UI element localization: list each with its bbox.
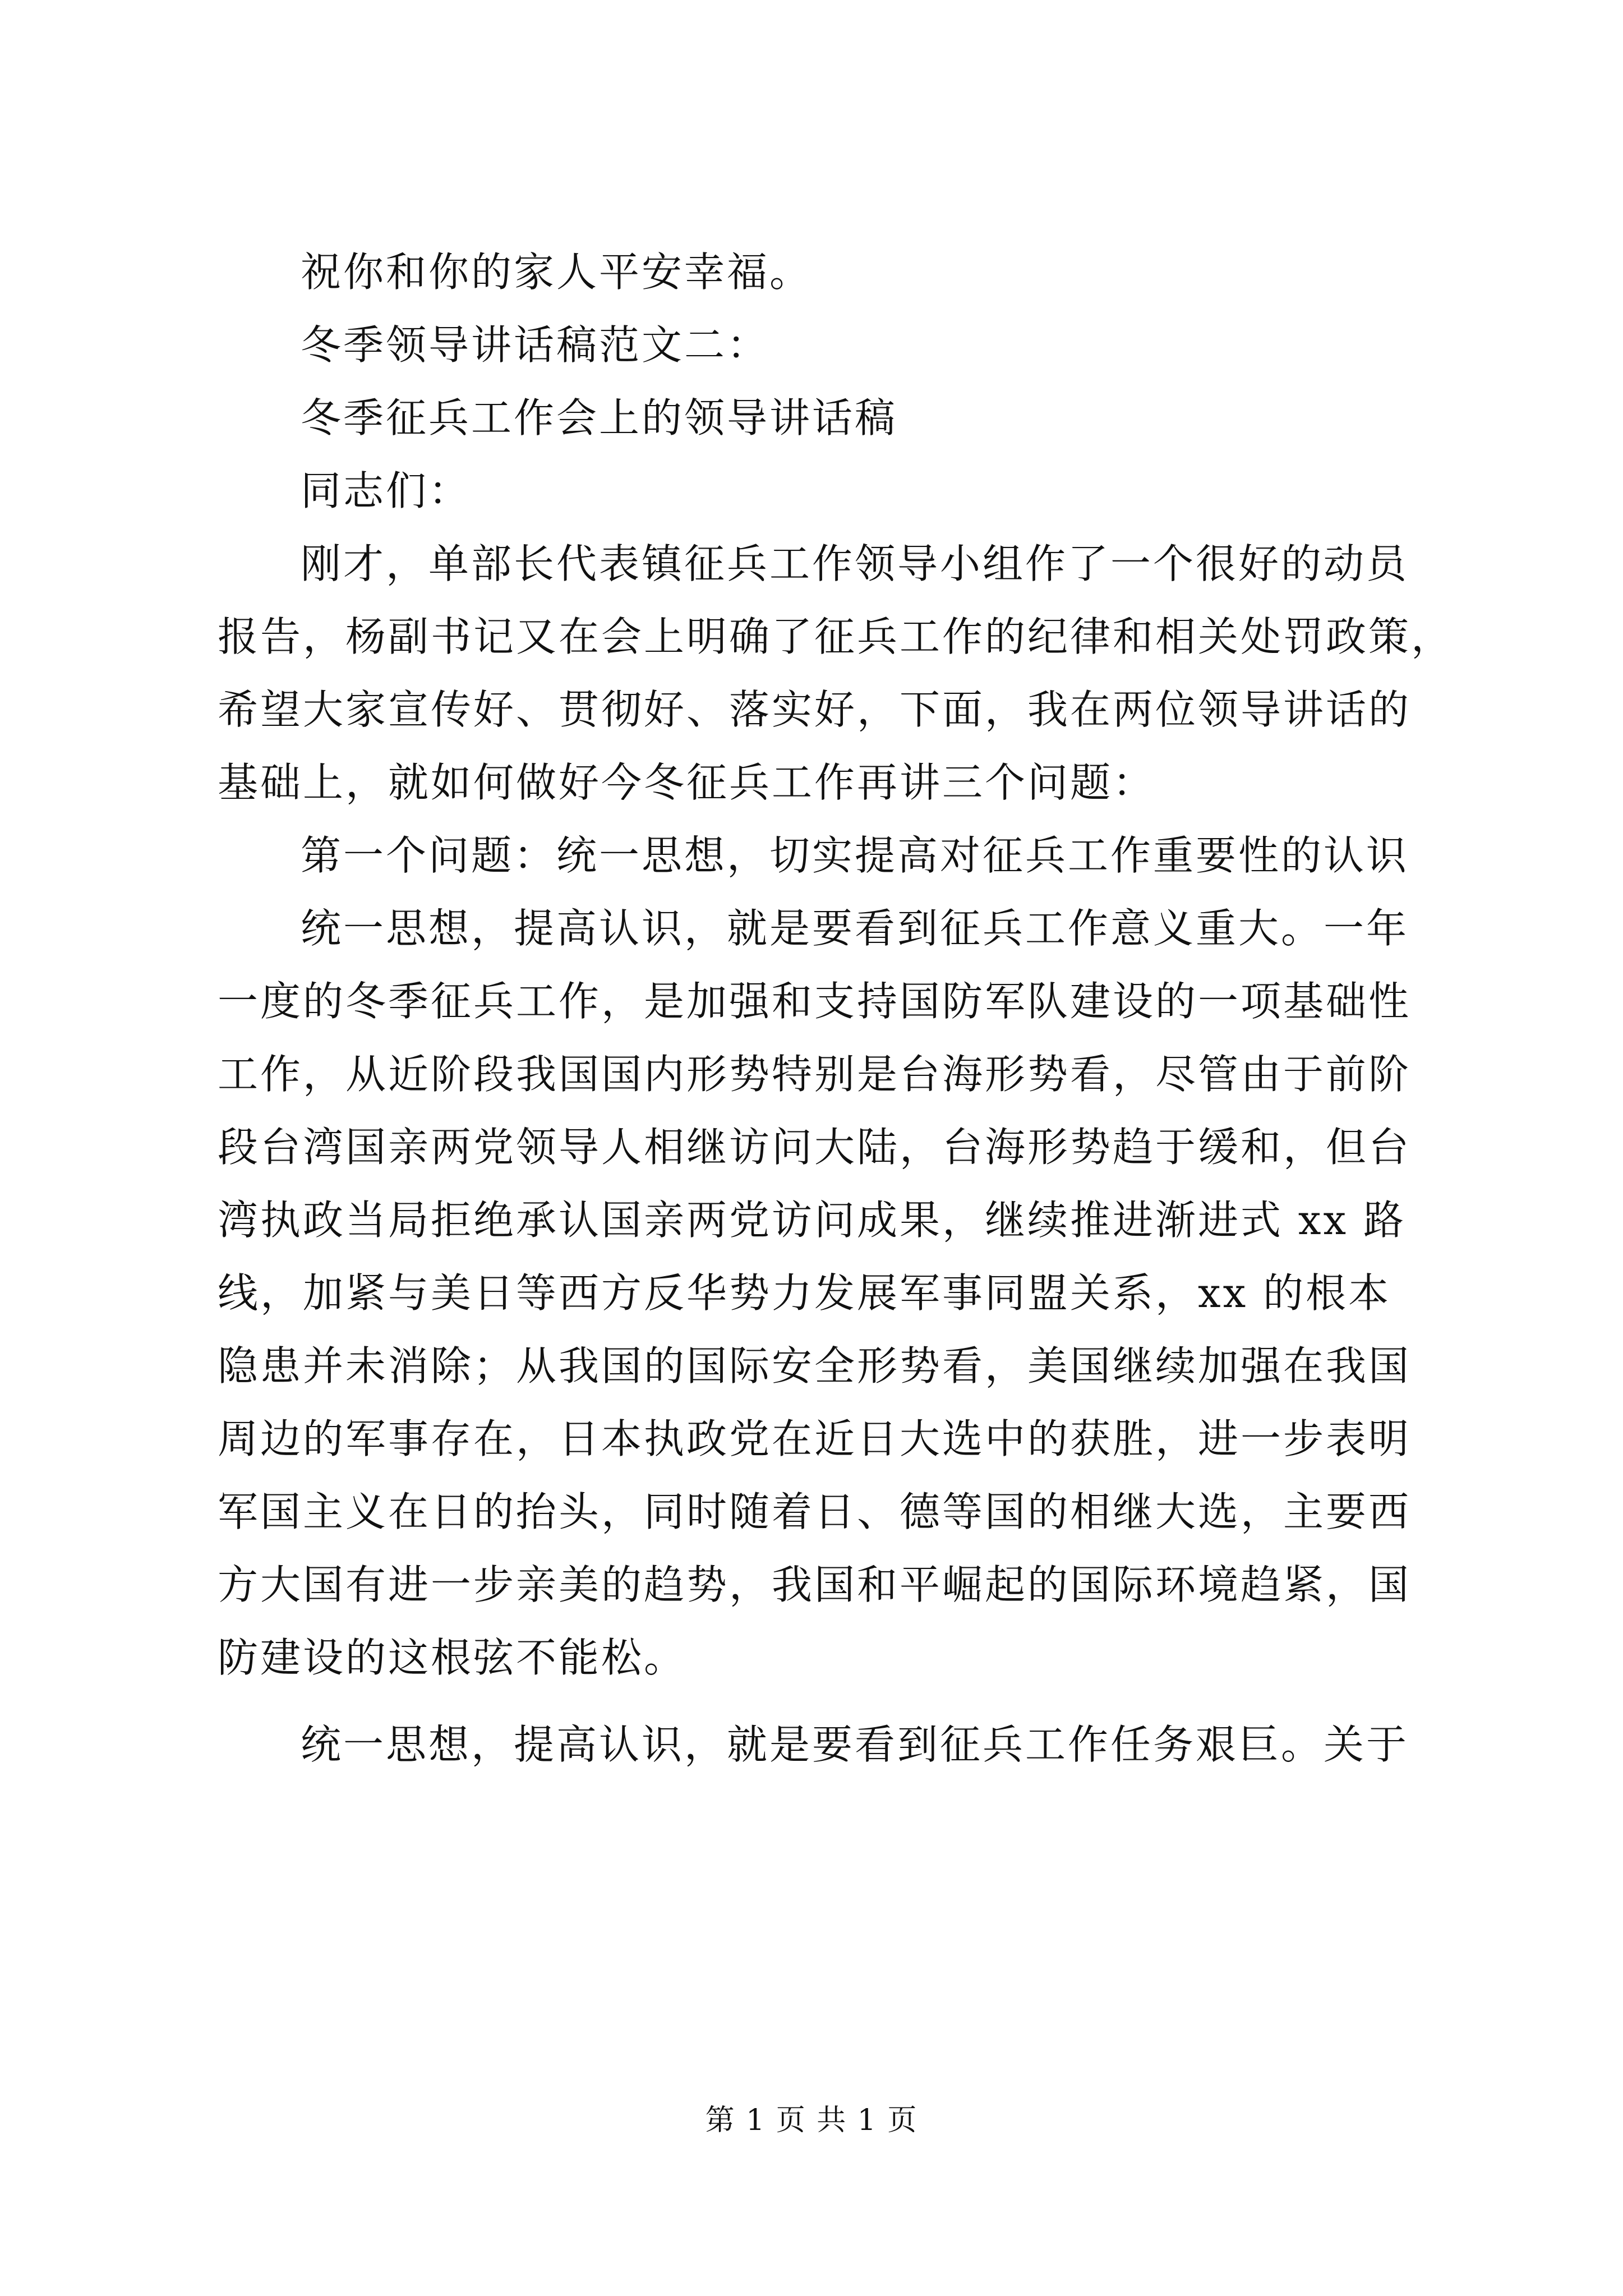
paragraph-line: 统一思想，提高认识，就是要看到征兵工作意义重大。一年 bbox=[301, 905, 1409, 952]
paragraph-line: 周边的军事存在，日本执政党在近日大选中的获胜，进一步表明 bbox=[218, 1415, 1412, 1462]
paragraph-line: 隐患并未消除；从我国的国际安全形势看，美国继续加强在我国 bbox=[218, 1342, 1412, 1389]
paragraph-line: 线，加紧与美日等西方反华势力发展军事同盟关系，xx 的根本 bbox=[218, 1269, 1391, 1317]
paragraph-line: 方大国有进一步亲美的趋势，我国和平崛起的国际环境趋紧，国 bbox=[218, 1561, 1412, 1608]
page-number-footer: 第 1 页 共 1 页 bbox=[705, 2104, 918, 2137]
paragraph-line: 湾执政当局拒绝承认国亲两党访问成果，继续推进渐进式 xx 路 bbox=[218, 1197, 1406, 1244]
speech-title: 冬季征兵工作会上的领导讲话稿 bbox=[301, 394, 898, 441]
paragraph-line: 一度的冬季征兵工作，是加强和支持国防军队建设的一项基础性 bbox=[218, 978, 1412, 1025]
paragraph-line: 报告，杨副书记又在会上明确了征兵工作的纪律和相关处罚政策， bbox=[218, 613, 1454, 660]
paragraph-line: 段台湾国亲两党领导人相继访问大陆，台海形势趋于缓和，但台 bbox=[218, 1124, 1412, 1171]
paragraph-line: 刚才，单部长代表镇征兵工作领导小组作了一个很好的动员 bbox=[301, 540, 1409, 587]
paragraph-line: 军国主义在日的抬头，同时随着日、德等国的相继大选，主要西 bbox=[218, 1488, 1412, 1535]
paragraph-line: 祝你和你的家人平安幸福。 bbox=[301, 249, 813, 296]
paragraph-line: 希望大家宣传好、贯彻好、落实好，下面，我在两位领导讲话的 bbox=[218, 686, 1412, 733]
paragraph-line: 防建设的这根弦不能松。 bbox=[218, 1634, 687, 1681]
paragraph-line: 工作，从近阶段我国国内形势特别是台海形势看，尽管由于前阶 bbox=[218, 1051, 1412, 1098]
paragraph-line: 统一思想，提高认识，就是要看到征兵工作任务艰巨。关于 bbox=[301, 1721, 1409, 1768]
salutation: 同志们： bbox=[301, 467, 472, 514]
section-heading: 冬季领导讲话稿范文二： bbox=[301, 321, 770, 369]
subheading: 第一个问题：统一思想，切实提高对征兵工作重要性的认识 bbox=[301, 832, 1409, 879]
paragraph-line: 基础上，就如何做好今冬征兵工作再讲三个问题： bbox=[218, 759, 1156, 806]
